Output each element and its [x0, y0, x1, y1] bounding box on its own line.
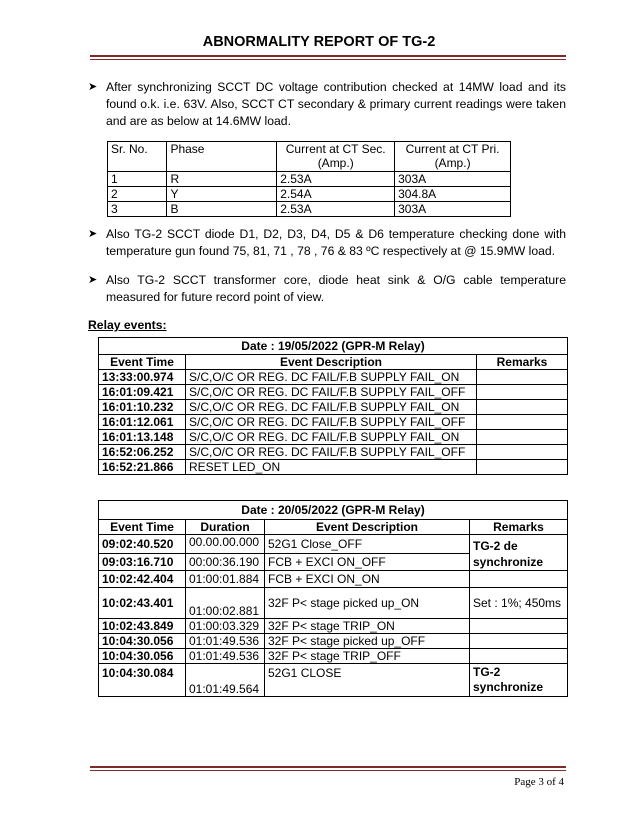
bullet-text: Also TG-2 SCCT transformer core, diode heat sink & O/G cable temperature measured for future record point of view.	[106, 273, 566, 304]
event-time: 16:52:21.866	[99, 460, 186, 475]
event-desc: 52G1 CLOSE	[265, 664, 470, 697]
ct-current-table	[107, 141, 511, 217]
event-remarks	[477, 460, 568, 475]
event-remarks	[477, 400, 568, 415]
event-remarks: TG-2 de synchronize	[470, 535, 568, 571]
relay-events-heading: Relay events:	[88, 318, 167, 332]
table-row	[99, 588, 568, 619]
event-duration: 01:01:49.536	[186, 649, 265, 664]
event-desc: S/C,O/C OR REG. DC FAIL/F.B SUPPLY FAIL_OFF	[186, 445, 477, 460]
relay1-header-time: Event Time	[99, 355, 186, 370]
table-row	[108, 172, 511, 187]
ct-cell: R	[167, 172, 277, 187]
event-time: 13:33:00.974	[99, 370, 186, 385]
table-row	[99, 385, 568, 400]
event-remarks: Set : 1%; 450ms	[470, 588, 568, 619]
ct-cell: Y	[167, 187, 277, 202]
event-time: 16:01:09.421	[99, 385, 186, 400]
arrow-bullet-icon: ➤	[88, 274, 98, 286]
event-desc: S/C,O/C OR REG. DC FAIL/F.B SUPPLY FAIL_OFF	[186, 385, 477, 400]
event-desc: 32F P< stage picked up_OFF	[265, 634, 470, 649]
table-row	[99, 445, 568, 460]
relay2-header-desc: Event Description	[265, 520, 470, 535]
ct-cell: B	[167, 202, 277, 217]
arrow-bullet-icon: ➤	[88, 81, 98, 93]
event-desc: 52G1 Close_OFF	[265, 535, 470, 554]
event-desc: S/C,O/C OR REG. DC FAIL/F.B SUPPLY FAIL_ON	[186, 400, 477, 415]
event-duration: 00.00.00.000	[186, 535, 265, 554]
table-row	[99, 460, 568, 475]
event-time: 10:04:30.056	[99, 649, 186, 664]
event-time: 10:04:30.056	[99, 634, 186, 649]
event-time: 16:52:06.252	[99, 445, 186, 460]
ct-header-sec: Current at CT Sec. (Amp.)	[277, 142, 395, 172]
relay2-header-remarks: Remarks	[470, 520, 568, 535]
event-remarks	[477, 385, 568, 400]
ct-header-pri: Current at CT Pri. (Amp.)	[395, 142, 511, 172]
event-remarks: TG-2 synchronize	[470, 664, 568, 697]
event-remarks	[477, 415, 568, 430]
footer-rule-thin	[90, 770, 566, 771]
ct-cell: 2.53A	[277, 172, 395, 187]
event-desc: RESET LED_ON	[186, 460, 477, 475]
table-row	[99, 430, 568, 445]
table-row	[99, 664, 568, 697]
footer-rule	[90, 766, 566, 768]
table-row	[99, 619, 568, 634]
relay2-header-time: Event Time	[99, 520, 186, 535]
relay2-header-duration: Duration	[186, 520, 265, 535]
event-time: 10:04:30.084	[99, 664, 186, 697]
event-remarks	[477, 370, 568, 385]
event-remarks	[477, 445, 568, 460]
event-remarks	[470, 634, 568, 649]
event-time: 16:01:10.232	[99, 400, 186, 415]
arrow-bullet-icon: ➤	[88, 228, 98, 240]
event-duration: 01:00:02.881	[186, 588, 265, 619]
relay1-date: Date : 19/05/2022 (GPR-M Relay)	[99, 338, 568, 355]
relay-events-table-2	[98, 500, 568, 697]
ct-cell: 303A	[395, 202, 511, 217]
page-title: ABNORMALITY REPORT OF TG-2	[202, 34, 436, 50]
table-row	[99, 400, 568, 415]
table-row	[108, 187, 511, 202]
event-time: 09:02:40.520	[99, 535, 186, 554]
table-row	[99, 634, 568, 649]
relay-events-table-1	[98, 337, 568, 475]
event-desc: FCB + EXCI ON_ON	[265, 571, 470, 588]
ct-cell: 3	[108, 202, 167, 217]
bullet-1	[88, 79, 566, 130]
event-time: 10:02:42.404	[99, 571, 186, 588]
event-desc: S/C,O/C OR REG. DC FAIL/F.B SUPPLY FAIL_OFF	[186, 415, 477, 430]
bullet-2	[88, 226, 566, 260]
event-desc: 32F P< stage TRIP_ON	[265, 619, 470, 634]
event-time: 10:02:43.401	[99, 588, 186, 619]
bullet-text: Also TG-2 SCCT diode D1, D2, D3, D4, D5 & D6 temperature checking done with temperature gun found 75, 81, 71 , 78 , 76 & 83 ºC respectively at @ 15.9MW load.	[106, 227, 566, 258]
event-duration: 00:00:36.190	[186, 554, 265, 571]
ct-cell: 1	[108, 172, 167, 187]
event-desc: S/C,O/C OR REG. DC FAIL/F.B SUPPLY FAIL_ON	[186, 370, 477, 385]
table-row	[99, 535, 568, 554]
relay2-date: Date : 20/05/2022 (GPR-M Relay)	[99, 501, 568, 520]
event-duration: 01:01:49.536	[186, 634, 265, 649]
event-desc: 32F P< stage picked up_ON	[265, 588, 470, 619]
table-row	[99, 649, 568, 664]
relay1-header-desc: Event Description	[186, 355, 477, 370]
event-duration: 01:01:49.564	[186, 664, 265, 697]
ct-cell: 304.8A	[395, 187, 511, 202]
header-rule	[90, 55, 566, 57]
page-number: Page 3 of 4	[514, 776, 564, 788]
event-time: 16:01:13.148	[99, 430, 186, 445]
event-desc: 32F P< stage TRIP_OFF	[265, 649, 470, 664]
bullet-text: After synchronizing SCCT DC voltage contribution checked at 14MW load and its found o.k. i.e. 63V. Also, SCCT CT secondary & primary current readings were taken and are as below at 14.6MW load.	[106, 80, 566, 128]
bullet-3	[88, 272, 566, 306]
relay1-header-remarks: Remarks	[477, 355, 568, 370]
event-desc: S/C,O/C OR REG. DC FAIL/F.B SUPPLY FAIL_ON	[186, 430, 477, 445]
ct-header-srno: Sr. No.	[108, 142, 167, 172]
header-rule-thin	[90, 59, 566, 60]
table-row	[99, 370, 568, 385]
event-remarks	[477, 430, 568, 445]
event-remarks	[470, 619, 568, 634]
ct-cell: 2.53A	[277, 202, 395, 217]
event-duration: 01:00:03.329	[186, 619, 265, 634]
ct-cell: 2.54A	[277, 187, 395, 202]
table-row	[99, 415, 568, 430]
ct-cell: 2	[108, 187, 167, 202]
event-remarks	[470, 571, 568, 588]
ct-header-phase: Phase	[167, 142, 277, 172]
table-row	[108, 202, 511, 217]
ct-cell: 303A	[395, 172, 511, 187]
event-time: 10:02:43.849	[99, 619, 186, 634]
event-duration: 01:00:01.884	[186, 571, 265, 588]
table-row	[99, 571, 568, 588]
event-remarks	[470, 649, 568, 664]
event-time: 09:03:16.710	[99, 554, 186, 571]
event-time: 16:01:12.061	[99, 415, 186, 430]
event-desc: FCB + EXCI ON_OFF	[265, 554, 470, 571]
